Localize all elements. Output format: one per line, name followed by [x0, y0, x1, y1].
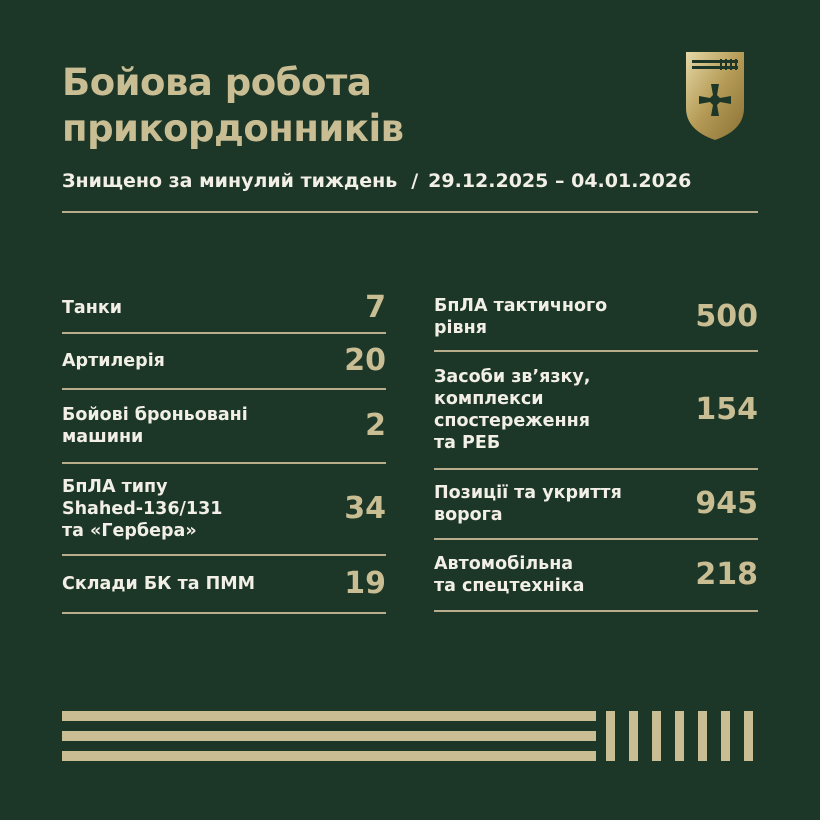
stat-label: Позиції та укриття ворога: [434, 483, 622, 525]
stripe: [62, 711, 596, 721]
stat-value: 7: [365, 290, 386, 325]
stat-label: БпЛА тактичного рівня: [434, 296, 608, 338]
stripe: [698, 711, 707, 761]
stat-row-tactical-drones: [434, 284, 758, 352]
stripe: [721, 711, 730, 761]
stat-value: 154: [695, 392, 758, 427]
decorative-horizontal-stripes: [62, 711, 596, 771]
stripe: [629, 711, 638, 761]
stat-value: 34: [344, 491, 386, 526]
subtitle: [62, 170, 691, 192]
stat-value: 218: [695, 557, 758, 592]
stripe: [652, 711, 661, 761]
stat-row-comms-ew: [434, 352, 758, 470]
stat-row-ammo-depots: [62, 556, 386, 614]
date-range: 29.12.2025 – 04.01.2026: [428, 170, 692, 192]
stat-row-shahed-drones: [62, 464, 386, 556]
stat-row-vehicles: [434, 540, 758, 612]
stat-label: БпЛА типу Shahed-136/131 та «Гербера»: [62, 477, 223, 541]
stat-label: Артилерія: [62, 351, 165, 371]
left-stats-column: [62, 284, 386, 614]
stat-value: 500: [695, 299, 758, 334]
right-stats-column: [434, 284, 758, 612]
stat-label: Склади БК та ПММ: [62, 574, 256, 594]
header-divider: [62, 211, 758, 213]
stripe: [744, 711, 753, 761]
stripe: [606, 711, 615, 761]
stripe: [62, 731, 596, 741]
subtitle-text: Знищено за минулий тиждень: [62, 170, 398, 192]
stat-value: 19: [344, 566, 386, 601]
subtitle-separator: /: [411, 170, 419, 192]
stat-label: Бойові броньовані машини: [62, 405, 248, 447]
stat-value: 20: [344, 343, 386, 378]
stat-value: 2: [365, 408, 386, 443]
stat-row-tanks: [62, 284, 386, 334]
stat-row-enemy-positions: [434, 470, 758, 540]
stat-row-artillery: [62, 334, 386, 390]
title-line-2: прикордонників: [62, 107, 404, 150]
stat-label: Танки: [62, 298, 122, 318]
stripe: [675, 711, 684, 761]
stat-value: 945: [695, 486, 758, 521]
decorative-vertical-stripes: [606, 711, 767, 761]
stat-label: Автомобільна та спецтехніка: [434, 554, 585, 596]
title-line-1: Бойова робота: [62, 61, 372, 104]
stripe: [62, 751, 596, 761]
stat-label: Засоби зв’язку, комплекси спостереження та РЕБ: [434, 367, 591, 453]
border-guard-shield-icon: [684, 50, 746, 142]
page-title: [62, 60, 404, 152]
stat-row-armored-vehicles: [62, 390, 386, 464]
